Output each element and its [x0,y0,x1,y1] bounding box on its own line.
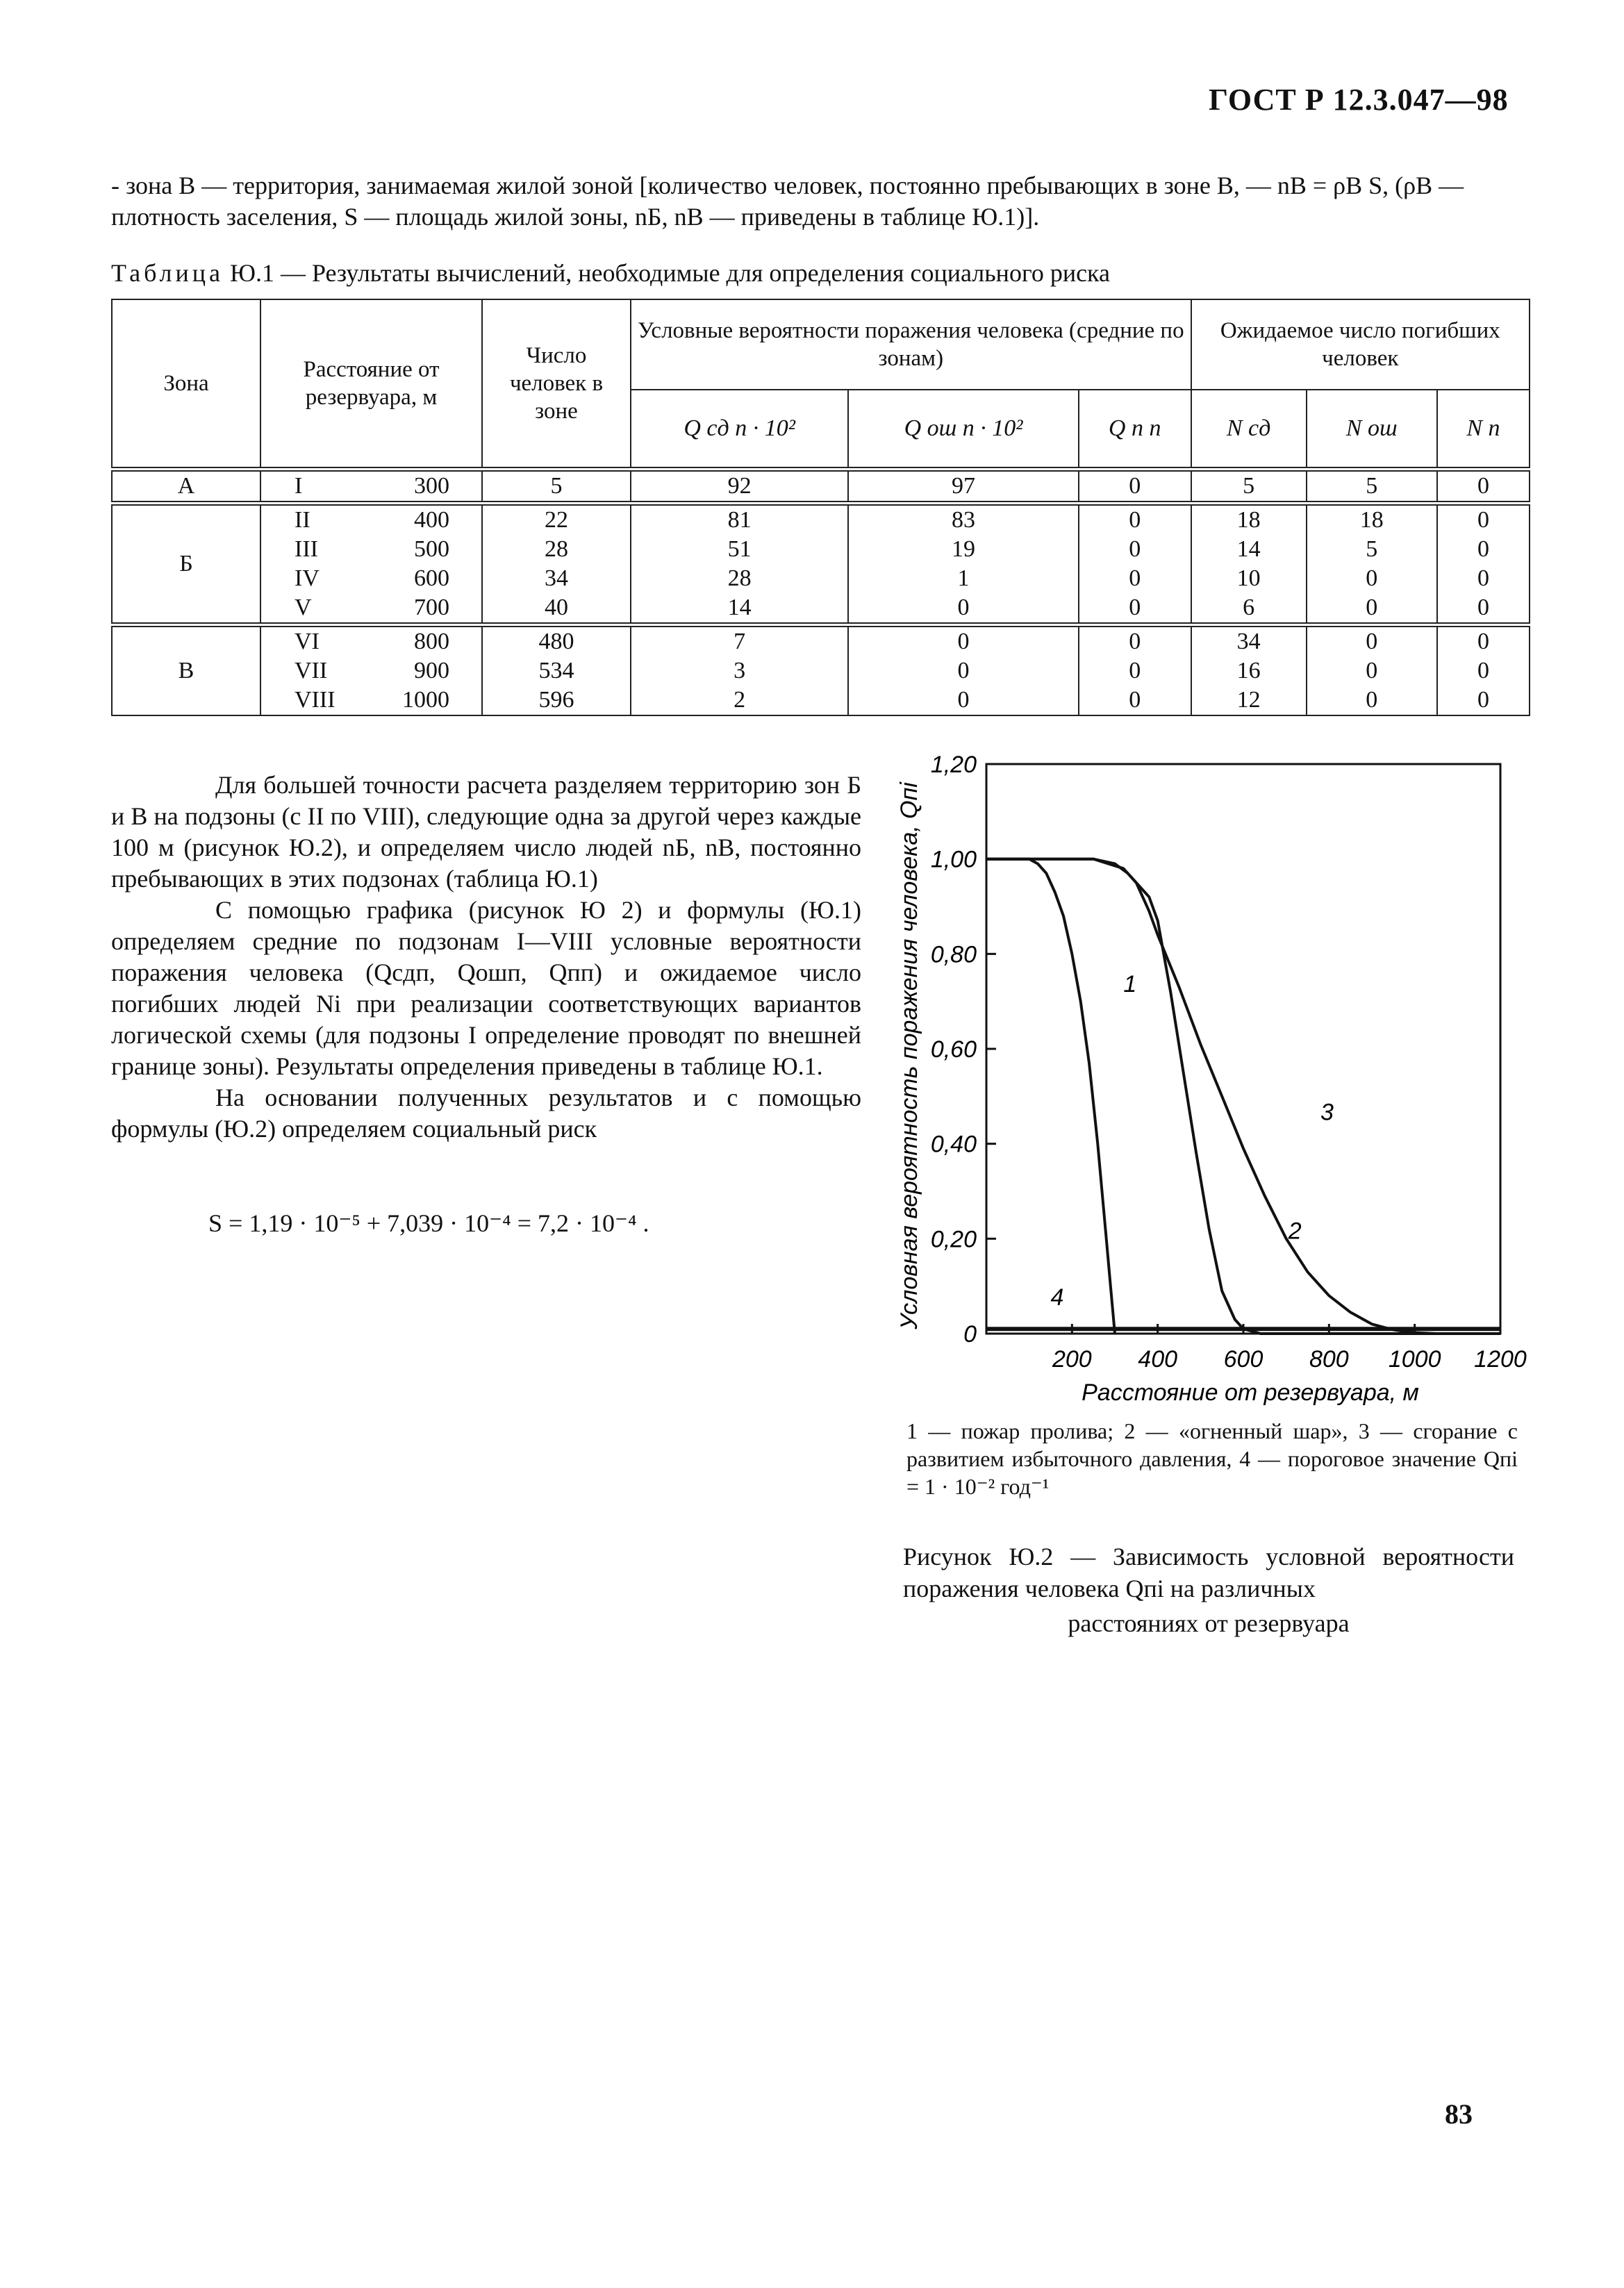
table-value: 0 [957,687,970,713]
series-3-line [986,859,1436,1334]
table-value: 34 [1236,629,1261,654]
table-value: 0 [1477,595,1489,620]
distance-line [265,535,477,564]
table-value: 0 [1366,629,1378,654]
table-value: 0 [1129,687,1141,713]
cell-q-sd [631,470,848,504]
distance-line [265,656,477,686]
series-1-line [986,859,1115,1334]
x-axis-label: Расстояние от резервуара, м [1082,1379,1419,1406]
header-n-p: N п [1437,390,1530,470]
table-value: 0 [1129,507,1141,533]
distance-line [265,686,477,715]
table-value: 5 [1243,473,1255,499]
cell-n-osh [1307,504,1437,625]
table-caption [111,258,1528,288]
table-value: 0 [957,629,970,654]
table-value: 0 [1477,507,1489,533]
subzone-roman: I [295,473,303,499]
cell-n-p [1437,504,1530,625]
table-value: 12 [1236,687,1261,713]
figure-legend: 1 — пожар пролива; 2 — «огненный шар», 3 — сгорание с развитием избыточного давления, 4 — пороговое значение Qпi = 1 · 10⁻² год⁻¹ [906,1418,1518,1499]
curve-label-3: 3 [1320,1099,1334,1126]
table-value: 0 [1366,687,1378,713]
probability-chart [889,752,1527,1417]
table-value: 0 [1477,473,1489,499]
table-value: 28 [727,565,752,591]
table-value: 19 [952,536,976,562]
subzone-distance: 500 [414,536,449,562]
y-tick-label: 0,80 [930,941,977,968]
y-axis-label: Условная вероятность поражения человека, Qпi [896,782,922,1329]
table-zone-row [112,470,1530,504]
subzone-distance: 800 [414,629,449,654]
cell-people [482,504,631,625]
x-tick-label: 200 [1052,1346,1092,1373]
subzone-roman: VIII [295,687,335,713]
series-2-line [986,859,1500,1334]
cell-q-sd [631,504,848,625]
y-tick-label: 1,20 [930,752,977,778]
cell-n-sd [1191,470,1307,504]
cell-q-sd [631,625,848,716]
subzone-roman: IV [295,565,320,591]
subzone-distance: 900 [414,658,449,683]
header-distance: Расстояние от резервуара, м [260,299,482,470]
curve-label-2: 2 [1288,1218,1302,1245]
header-q-p: Q п п [1079,390,1191,470]
table-value: 0 [1477,629,1489,654]
table-value: 3 [734,658,746,683]
cell-people [482,470,631,504]
table-value: 0 [957,658,970,683]
table-value: 14 [1236,536,1261,562]
y-tick-label: 1,00 [930,846,977,873]
body-paragraph-2: С помощью графика (рисунок Ю 2) и формулы (Ю.1) определяем средние по подзонам I—VIII условные вероятности поражения человека (Qсдп, Qошп, Qпп) и ожидаемое число погибших людей Ni при реализации соответствующих вариантов логической схемы (для подзоны I определение проводят по внешней границе зоны). Результаты определения приведены в таблице Ю.1. [111,896,861,1080]
table-value: 18 [1236,507,1261,533]
table-value: 534 [538,658,574,683]
body-paragraph-1: Для большей точности расчета разделяем территорию зон Б и В на подзоны (с II по VIII), следующие одна за другой через каждые 100 м (рисунок Ю.2), и определяем число людей nБ, nВ, постоянно пребывающих в этих подзонах (таблица Ю.1) [111,771,861,893]
table-value: 5 [550,473,563,499]
distance-line [265,593,477,622]
distance-cell [260,504,482,625]
cell-q-osh [848,504,1079,625]
header-n-osh: N ош [1307,390,1437,470]
subzone-distance: 400 [414,507,449,533]
table-value: 40 [545,595,568,620]
cell-q-osh [848,470,1079,504]
table-value: 0 [1477,658,1489,683]
subzone-roman: VII [295,658,328,683]
cell-people [482,625,631,716]
y-tick-label: 0,20 [930,1226,977,1253]
header-n-sd: N сд [1191,390,1307,470]
table-value: 480 [538,629,574,654]
body-paragraph-3: На основании полученных результатов и с помощью формулы (Ю.2) определяем социальный риск [111,1084,861,1143]
x-tick-label: 800 [1309,1346,1349,1373]
intro-paragraph: - зона В — территория, занимаемая жилой зоной [количество человек, постоянно пребывающих в зоне В, — nВ = ρВ S, (ρВ — плотность заселения, S — площадь жилой зоны, nБ, nВ — приведены в таблице Ю.1)]. [111,172,1464,231]
table-value: 18 [1359,507,1384,533]
table-value: 0 [1477,536,1489,562]
cell-q-p [1079,504,1191,625]
plot-frame [986,764,1500,1334]
x-tick-label: 1200 [1474,1346,1527,1373]
table-value: 5 [1366,473,1378,499]
header-people: Число человек в зоне [482,299,631,470]
table-value: 0 [1129,565,1141,591]
table-value: 0 [1129,473,1141,499]
table-value: 0 [1129,629,1141,654]
y-tick-label: 0 [963,1321,977,1348]
distance-cell [260,625,482,716]
cell-n-p [1437,470,1530,504]
table-value: 0 [1477,687,1489,713]
table-body [112,470,1530,716]
table-value: 0 [1477,565,1489,591]
curve-label-1: 1 [1123,971,1137,997]
cell-q-p [1079,625,1191,716]
table-value: 0 [957,595,970,620]
subzone-roman: III [295,536,318,562]
table-value: 0 [1129,595,1141,620]
cell-n-sd [1191,504,1307,625]
figure-caption: Рисунок Ю.2 — Зависимость условной вероятности поражения человека Qпi на различных [903,1543,1514,1602]
table-value: 81 [727,507,752,533]
table-value: 5 [1366,536,1378,562]
header-q-sd: Q сд п · 10² [631,390,848,470]
table-zone-row [112,625,1530,716]
table-value: 51 [727,536,752,562]
y-tick-label: 0,60 [930,1036,977,1063]
subzone-distance: 700 [414,595,449,620]
zone-cell: В [112,625,260,716]
social-risk-formula: S = 1,19 · 10⁻⁵ + 7,039 · 10⁻⁴ = 7,2 · 10⁻⁴ . [208,1209,649,1237]
cell-n-sd [1191,625,1307,716]
table-value: 0 [1129,658,1141,683]
x-tick-label: 400 [1138,1346,1178,1373]
table-zone-row [112,504,1530,625]
subzone-roman: V [295,595,312,620]
header-q-osh: Q ош п · 10² [848,390,1079,470]
table-caption-label: Таблица [111,259,224,287]
x-tick-label: 600 [1223,1346,1263,1373]
y-tick-label: 0,40 [930,1131,977,1158]
distance-line [265,627,477,656]
table-value: 34 [545,565,568,591]
header-expected-group: Ожидаемое число погибших человек [1191,299,1530,390]
table-value: 596 [538,687,574,713]
subzone-roman: VI [295,629,320,654]
table-caption-text: Ю.1 — Результаты вычислений, необходимые для определения социального риска [229,259,1110,287]
table-value: 28 [545,536,568,562]
table-value: 0 [1366,658,1378,683]
standard-header: ГОСТ Р 12.3.047—98 [1209,83,1509,117]
table-value: 1 [957,565,970,591]
cell-q-p [1079,470,1191,504]
cell-n-osh [1307,625,1437,716]
table-value: 10 [1236,565,1261,591]
table-value: 83 [952,507,976,533]
cell-q-osh [848,625,1079,716]
subzone-distance: 1000 [402,687,449,713]
cell-n-p [1437,625,1530,716]
results-table [111,299,1530,716]
distance-line [265,564,477,593]
header-prob-group: Условные вероятности поражения человека (средние по зонам) [631,299,1191,390]
table-value: 0 [1129,536,1141,562]
subzone-roman: II [295,507,310,533]
table-value: 2 [734,687,746,713]
curve-label-4: 4 [1050,1284,1064,1311]
cell-n-osh [1307,470,1437,504]
page-number: 83 [1445,2098,1473,2130]
zone-cell: Б [112,504,260,625]
zone-cell: А [112,470,260,504]
table-value: 6 [1243,595,1255,620]
subzone-distance: 300 [414,473,449,499]
table-value: 14 [727,595,752,620]
table-value: 97 [952,473,976,499]
distance-line [265,506,477,535]
distance-cell [260,470,482,504]
header-zone: Зона [112,299,260,470]
table-value: 16 [1236,658,1261,683]
table-value: 0 [1366,565,1378,591]
table-value: 92 [727,473,752,499]
body-text [111,770,861,1145]
figure-caption-continued: расстояниях от резервуара [1068,1609,1350,1637]
x-tick-label: 1000 [1388,1346,1441,1373]
table-value: 22 [545,507,568,533]
table-value: 7 [734,629,746,654]
distance-line [265,472,477,501]
subzone-distance: 600 [414,565,449,591]
table-value: 0 [1366,595,1378,620]
